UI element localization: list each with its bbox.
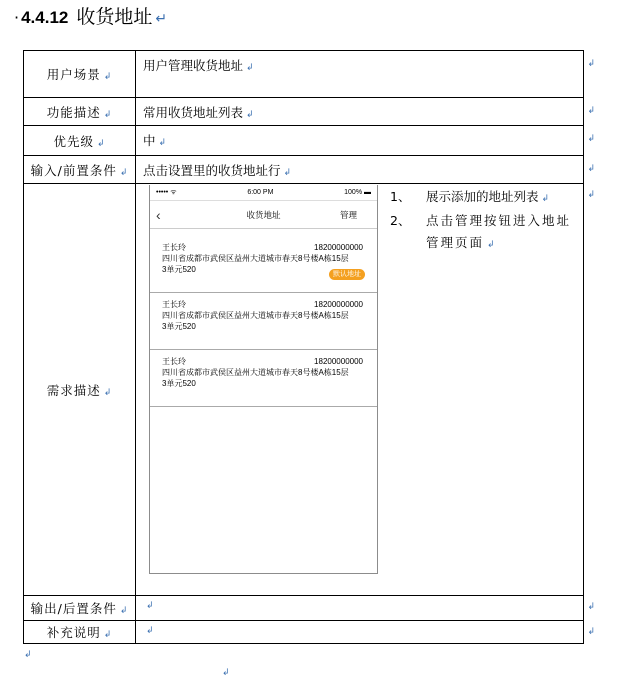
address-name: 王长玲 [162, 243, 186, 252]
address-item[interactable] [150, 236, 377, 293]
address-line2: 3单元520 [162, 379, 196, 388]
label-input: 输入/前置条件 ↲ [24, 156, 136, 184]
address-item[interactable] [150, 350, 377, 407]
label-requirement: 需求描述 ↲ [24, 184, 136, 596]
label-scene: 用户场景 ↲ [24, 51, 136, 98]
address-phone: 18200000000 [314, 243, 363, 252]
signal-icon: ••••• ᯤ [156, 189, 177, 196]
address-phone: 18200000000 [314, 357, 363, 366]
requirement-list [390, 186, 585, 256]
section-title: 收货地址 [76, 6, 153, 28]
address-name: 王长玲 [162, 357, 186, 366]
requirement-item: 2、 点击管理按钮进入地址管理页面 ↲ [390, 213, 572, 250]
paragraph-mark-icon: ↵ [155, 11, 168, 27]
requirement-item: 1、 展示添加的地址列表 ↲ [390, 189, 550, 204]
label-notes: 补充说明 ↲ [24, 621, 136, 644]
default-address-badge: 默认地址 [329, 269, 365, 280]
section-number: 4.4.12 [21, 8, 69, 27]
value-requirement: ↲ [136, 184, 584, 596]
label-function: 功能描述 ↲ [24, 98, 136, 126]
paragraph-mark-icon: ↲ [222, 668, 230, 678]
heading-bullet: · [14, 8, 20, 27]
back-icon[interactable]: ‹ [156, 206, 161, 223]
address-line1: 四川省成都市武侯区益州大道城市春天8号楼A栋15层 [162, 254, 349, 263]
paragraph-mark-icon: ↲ [24, 650, 32, 660]
address-name: 王长玲 [162, 300, 186, 309]
address-line2: 3单元520 [162, 265, 196, 274]
section-heading [14, 2, 167, 26]
address-line1: 四川省成都市武侯区益州大道城市春天8号楼A栋15层 [162, 368, 349, 377]
value-notes: ↲ ↲ [136, 621, 584, 644]
address-line2: 3单元520 [162, 322, 196, 331]
value-input: 点击设置里的收货地址行 ↲ ↲ [136, 156, 584, 184]
status-time: 6:00 PM [247, 189, 274, 196]
value-priority: 中 ↲ ↲ [136, 126, 584, 156]
label-priority: 优先级 ↲ [24, 126, 136, 156]
value-function: 常用收货地址列表 ↲ ↲ [136, 98, 584, 126]
address-phone: 18200000000 [314, 300, 363, 309]
status-bar [150, 185, 377, 201]
address-line1: 四川省成都市武侯区益州大道城市春天8号楼A栋15层 [162, 311, 349, 320]
nav-bar [150, 201, 377, 229]
value-scene: 用户管理收货地址 ↲ ↲ [136, 51, 584, 98]
value-output: ↲ ↲ [136, 596, 584, 621]
battery-icon: 100% ▬ [344, 189, 371, 196]
address-item[interactable] [150, 293, 377, 350]
manage-button[interactable]: 管理 [339, 209, 357, 220]
phone-mockup [149, 185, 378, 574]
nav-title: 收货地址 [246, 209, 281, 220]
label-output: 输出/后置条件 ↲ [24, 596, 136, 621]
